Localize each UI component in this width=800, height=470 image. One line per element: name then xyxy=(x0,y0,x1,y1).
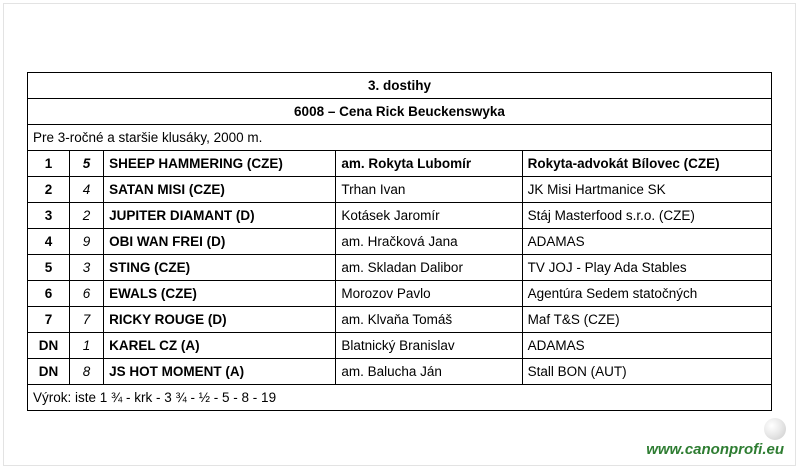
row-horse-name: OBI WAN FREI (D) xyxy=(104,229,336,255)
race-result-table-container xyxy=(27,72,772,411)
table-row xyxy=(28,281,772,307)
row-horse-name: KAREL CZ (A) xyxy=(104,333,336,359)
race-title: 3. dostihy xyxy=(28,73,772,99)
race-conditions-row xyxy=(28,125,772,151)
row-driver-name: Kotásek Jaromír xyxy=(336,203,522,229)
row-horse-name: SHEEP HAMMERING (CZE) xyxy=(104,151,336,177)
row-owner-name: Stáj Masterfood s.r.o. (CZE) xyxy=(522,203,771,229)
row-start-number: 9 xyxy=(70,229,104,255)
race-result-note: Výrok: iste 1 ¾ - krk - 3 ¾ - ½ - 5 - 8 - 19 xyxy=(28,385,772,411)
row-owner-name: JK Misi Hartmanice SK xyxy=(522,177,771,203)
table-row xyxy=(28,229,772,255)
race-result-note-row xyxy=(28,385,772,411)
row-owner-name: Agentúra Sedem statočných xyxy=(522,281,771,307)
row-driver-name: am. Skladan Dalibor xyxy=(336,255,522,281)
row-horse-name: STING (CZE) xyxy=(104,255,336,281)
row-position: 4 xyxy=(28,229,70,255)
row-horse-name: JS HOT MOMENT (A) xyxy=(104,359,336,385)
race-title-row xyxy=(28,73,772,99)
row-start-number: 4 xyxy=(70,177,104,203)
row-horse-name: SATAN MISI (CZE) xyxy=(104,177,336,203)
row-position: 6 xyxy=(28,281,70,307)
row-position: 3 xyxy=(28,203,70,229)
row-start-number: 1 xyxy=(70,333,104,359)
row-position: 1 xyxy=(28,151,70,177)
table-row xyxy=(28,255,772,281)
row-driver-name: Trhan Ivan xyxy=(336,177,522,203)
row-start-number: 5 xyxy=(70,151,104,177)
watermark-text: www.canonprofi.eu xyxy=(646,441,784,458)
row-position: 2 xyxy=(28,177,70,203)
row-start-number: 3 xyxy=(70,255,104,281)
row-owner-name: ADAMAS xyxy=(522,333,771,359)
row-start-number: 6 xyxy=(70,281,104,307)
row-owner-name: TV JOJ - Play Ada Stables xyxy=(522,255,771,281)
row-driver-name: am. Rokyta Lubomír xyxy=(336,151,522,177)
row-owner-name: Stall BON (AUT) xyxy=(522,359,771,385)
race-result-table xyxy=(27,72,772,411)
row-position: 7 xyxy=(28,307,70,333)
row-owner-name: ADAMAS xyxy=(522,229,771,255)
race-subtitle: 6008 – Cena Rick Beuckenswyka xyxy=(28,99,772,125)
row-horse-name: RICKY ROUGE (D) xyxy=(104,307,336,333)
table-row xyxy=(28,177,772,203)
row-position: DN xyxy=(28,359,70,385)
row-start-number: 8 xyxy=(70,359,104,385)
table-row xyxy=(28,203,772,229)
table-row xyxy=(28,307,772,333)
row-horse-name: EWALS (CZE) xyxy=(104,281,336,307)
row-position: DN xyxy=(28,333,70,359)
row-horse-name: JUPITER DIAMANT (D) xyxy=(104,203,336,229)
watermark-badge-icon xyxy=(764,418,786,440)
row-owner-name: Maf T&S (CZE) xyxy=(522,307,771,333)
row-driver-name: am. Balucha Ján xyxy=(336,359,522,385)
table-row xyxy=(28,359,772,385)
row-driver-name: am. Klvaňa Tomáš xyxy=(336,307,522,333)
row-driver-name: Blatnický Branislav xyxy=(336,333,522,359)
table-row xyxy=(28,151,772,177)
race-conditions: Pre 3-ročné a staršie klusáky, 2000 m. xyxy=(28,125,772,151)
row-start-number: 2 xyxy=(70,203,104,229)
row-driver-name: am. Hračková Jana xyxy=(336,229,522,255)
race-subtitle-row xyxy=(28,99,772,125)
row-start-number: 7 xyxy=(70,307,104,333)
row-position: 5 xyxy=(28,255,70,281)
row-owner-name: Rokyta-advokát Bílovec (CZE) xyxy=(522,151,771,177)
row-driver-name: Morozov Pavlo xyxy=(336,281,522,307)
table-row xyxy=(28,333,772,359)
